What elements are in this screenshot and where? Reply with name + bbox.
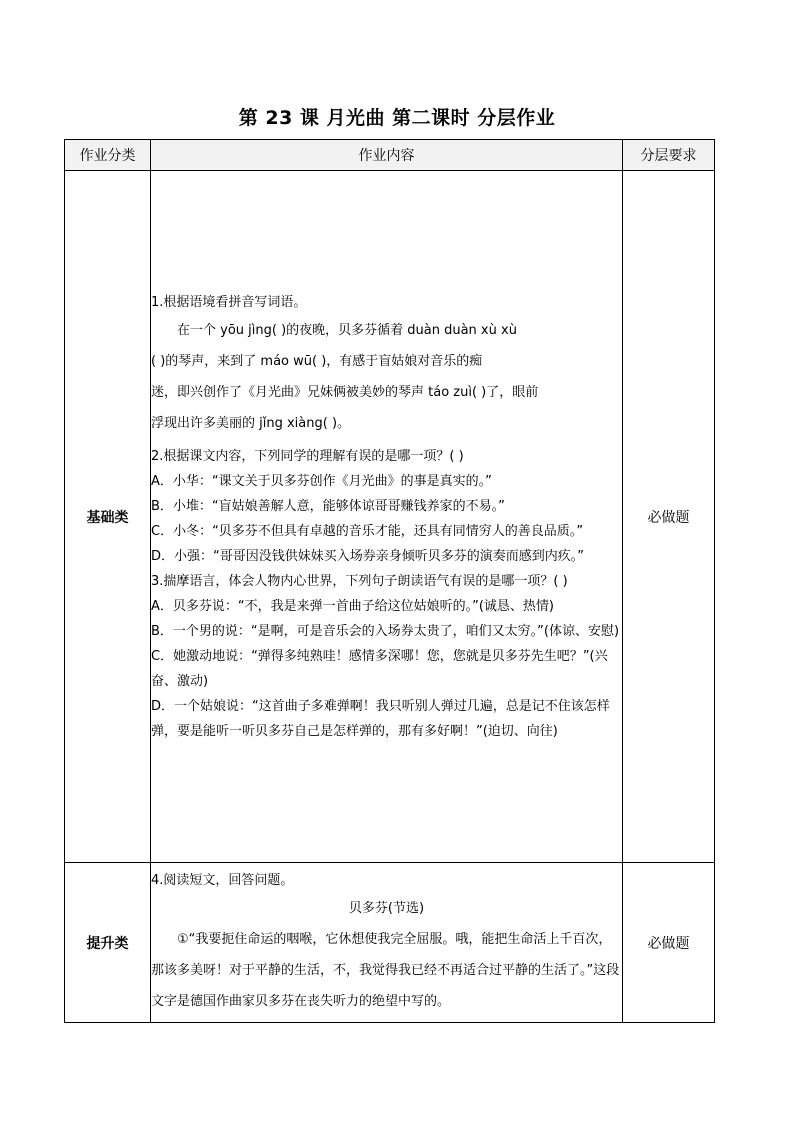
question-2-option-c: C．小冬：“贝多芬不但具有卓越的音乐才能，还具有同情穷人的善良品质。”	[151, 523, 584, 539]
passage-title: 贝多芬(节选)	[348, 901, 425, 916]
question-2-option-a: A．小华：“课文关于贝多芬创作《月光曲》的事是真实的。”	[151, 473, 492, 489]
requirement-advanced: 必做题	[623, 863, 715, 1023]
question-1-line-3: 迷，即兴创作了《月光曲》兄妹俩被美妙的琴声 táo zuì( )了，眼前	[151, 384, 539, 400]
question-3-option-b: B．一个男的说：“是啊，可是音乐会的入场券太贵了，咱们又太穷。”(体谅、安慰)	[151, 623, 620, 639]
category-advanced: 提升类	[65, 863, 151, 1023]
requirement-basic: 必做题	[623, 171, 715, 863]
question-2-option-b: B．小堆：“盲姑娘善解人意，能够体谅哥哥赚钱养家的不易。”	[151, 498, 505, 514]
question-3-option-d: D．一个姑娘说：“这首曲子多难弹啊！我只听别人弹过几遍，总是记不住该怎样弹，要是能听一听贝多芬自己是怎样弹的，那有多好啊！”(迫切、向往)	[151, 698, 610, 739]
content-advanced	[151, 863, 623, 1023]
question-1-line-4: 浮现出许多美丽的 jǐng xiàng( )。	[151, 415, 351, 431]
question-3-option-c: C．她激动地说：“弹得多纯熟哇！感情多深哪！您，您就是贝多芬先生吧？”(兴奋、激动)	[151, 648, 608, 689]
question-2-option-d: D．小强：“哥哥因没钱供妹妹买入场券亲身倾听贝多芬的演奏而感到内疚。”	[151, 548, 584, 564]
question-4-prompt: 4.阅读短文，回答问题。	[151, 873, 294, 888]
passage-paragraph-1: ①“我要扼住命运的咽喉，它休想使我完全屈服。哦，能把生命活上千百次，那该多美呀！对于平静的生活，不，我觉得我已经不再适合过平静的生活了。”这段文字是德国作曲家贝多芬在丧失听力的绝望中写的。	[151, 932, 620, 1009]
content-basic	[151, 171, 623, 863]
question-2-prompt: 2.根据课文内容，下列同学的理解有误的是哪一项？( )	[151, 448, 464, 464]
category-basic: 基础类	[65, 171, 151, 863]
question-1-line-2: ( )的琴声，来到了 máo wū( )，有感于盲姑娘对音乐的痴	[151, 353, 483, 369]
header-requirement: 分层要求	[623, 140, 715, 171]
question-3-prompt: 3.揣摩语言，体会人物内心世界，下列句子朗读语气有误的是哪一项？( )	[151, 573, 568, 589]
question-3-option-a: A．贝多芬说：“不，我是来弹一首曲子给这位姑娘听的。”(诚恳、热情)	[151, 598, 555, 614]
question-1-line-1: 在一个 yōu jìng( )的夜晚，贝多芬循着 duàn duàn xù xù	[177, 322, 517, 338]
table-row-advanced	[65, 863, 715, 1023]
header-content: 作业内容	[151, 140, 623, 171]
question-1-prompt: 1.根据语境看拼音写词语。	[151, 294, 307, 310]
table-header-row	[65, 140, 715, 171]
homework-table	[64, 139, 715, 1023]
table-row-basic	[65, 171, 715, 863]
header-category: 作业分类	[65, 140, 151, 171]
page-title: 第 23 课 月光曲 第二课时 分层作业	[238, 107, 556, 129]
